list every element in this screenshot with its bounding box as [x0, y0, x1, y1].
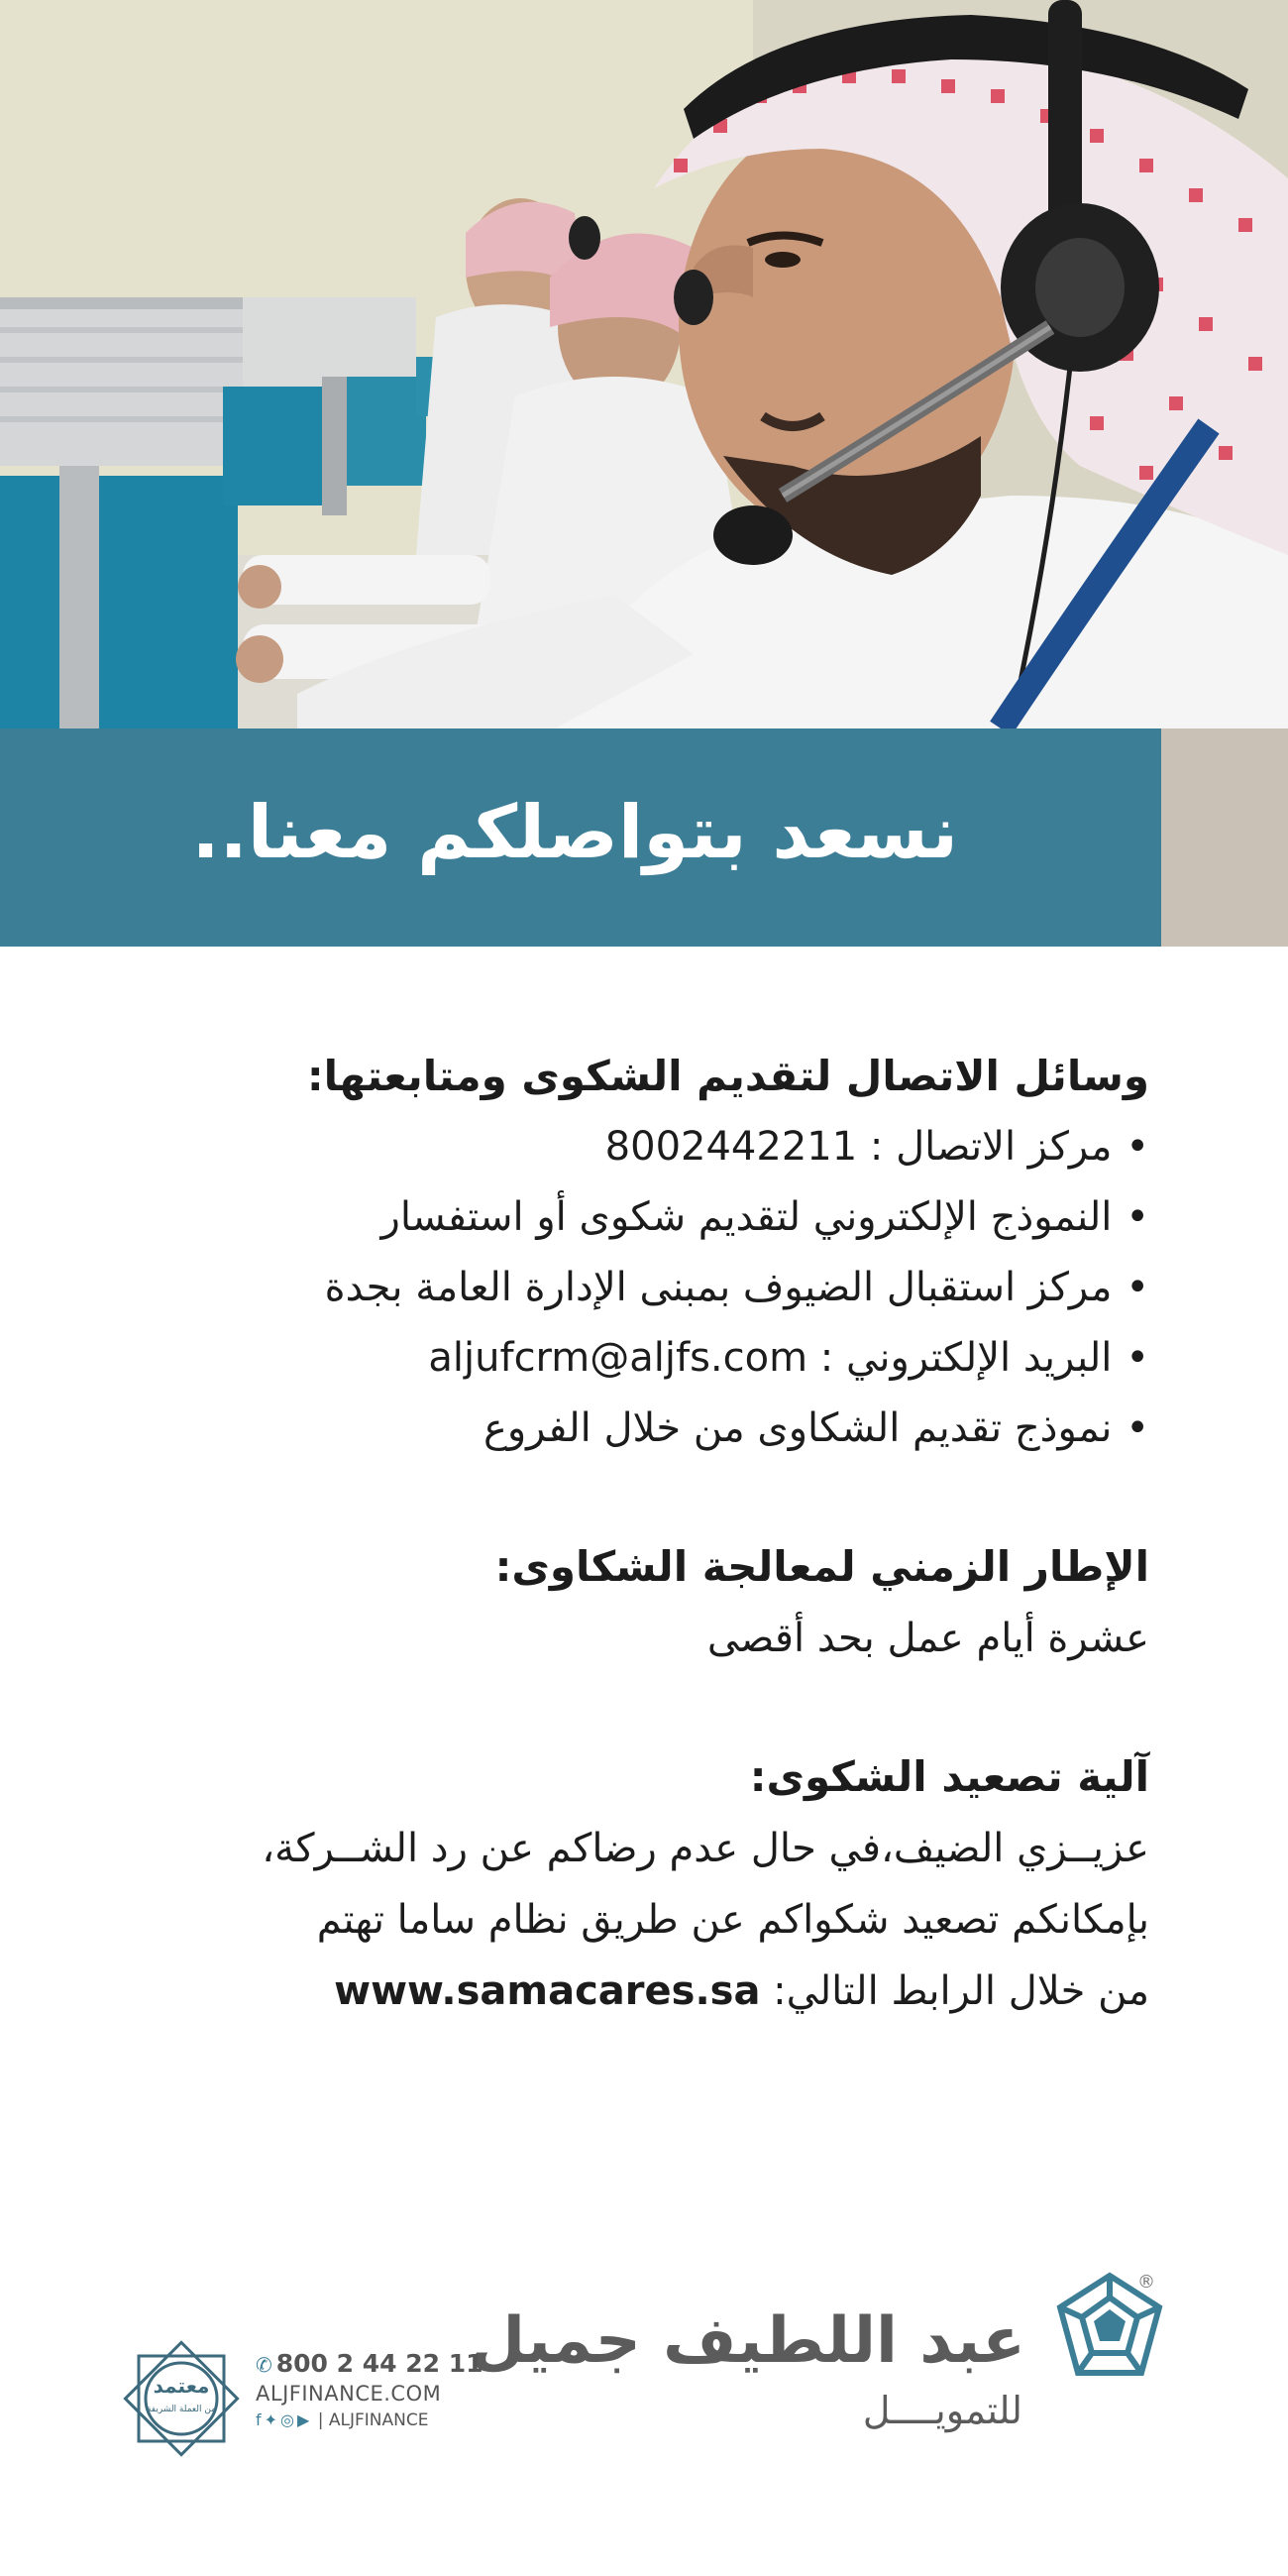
timeframe-section	[99, 1531, 1149, 1674]
bullet: •	[1126, 1265, 1149, 1310]
footer-social	[256, 2410, 483, 2430]
contact-item-label: مركز استقبال الضيوف بمبنى الإدارة العامة بجدة	[324, 1265, 1113, 1310]
bullet: •	[1126, 1405, 1149, 1451]
escalation-heading: آلية تصعيد الشكوى:	[749, 1752, 1149, 1801]
banner-side-block	[1161, 728, 1288, 947]
instagram-icon[interactable]: ◎	[280, 2410, 295, 2429]
facebook-icon[interactable]: f	[256, 2410, 262, 2429]
hero-photo	[0, 0, 1288, 728]
brand-subtitle: للتمويــــل	[862, 2389, 1022, 2432]
banner-title: نسعد بتواصلكم معنا..	[191, 790, 958, 875]
footer-phone-number: 800 2 44 22 11	[275, 2349, 483, 2378]
samacares-link[interactable]: www.samacares.sa	[334, 1968, 761, 2014]
twitter-icon[interactable]: ✦	[264, 2410, 278, 2429]
escalation-line-1: عزيــزي الضيف،في حال عدم رضاكم عن رد الشــركة،	[262, 1826, 1149, 1871]
contact-section	[99, 1041, 1149, 1464]
escalation-link-prefix: من خلال الرابط التالي:	[773, 1968, 1149, 2014]
footer-contact	[256, 2349, 483, 2430]
phone-icon: ✆	[256, 2353, 272, 2377]
contact-item-guest-center	[99, 1253, 1149, 1323]
bullet: •	[1126, 1194, 1149, 1240]
escalation-line-3	[99, 1956, 1149, 2027]
contact-item-label: نموذج تقديم الشكاوى من خلال الفروع	[483, 1405, 1113, 1451]
contact-item-branch-form	[99, 1394, 1149, 1464]
title-banner	[0, 728, 1161, 947]
contact-item-label: مركز الاتصال :	[869, 1124, 1113, 1170]
youtube-icon[interactable]: ▶	[297, 2410, 310, 2429]
social-handle: | ALJFINANCE	[317, 2410, 429, 2430]
email-link[interactable]: aljufcrm@aljfs.com	[428, 1335, 808, 1381]
badge-title: معتمد	[153, 2374, 210, 2398]
timeframe-text: عشرة أيام عمل بحد أقصى	[706, 1616, 1149, 1661]
escalation-line-2: بإمكانكم تصعيد شكواكم عن طريق نظام ساما تهتم	[316, 1897, 1149, 1943]
certified-badge-icon	[117, 2334, 246, 2463]
escalation-section	[99, 1741, 1149, 2027]
footer-phone[interactable]	[256, 2349, 483, 2378]
brand-name: عبد اللطيف جميل	[470, 2304, 1025, 2378]
contact-heading: وسائل الاتصال لتقديم الشكوى ومتابعتها:	[306, 1052, 1149, 1100]
badge-subtitle: من العملة الشريفة	[146, 2405, 217, 2414]
contact-item-email	[99, 1323, 1149, 1394]
bullet: •	[1126, 1335, 1149, 1381]
contact-item-label: البريد الإلكتروني :	[819, 1335, 1113, 1381]
contact-list	[99, 1112, 1149, 1464]
footer-website[interactable]: ALJFINANCE.COM	[256, 2382, 442, 2406]
bullet: •	[1126, 1124, 1149, 1170]
call-center-number[interactable]: 8002442211	[604, 1124, 858, 1170]
contact-item-call-center	[99, 1112, 1149, 1182]
contact-item-label: النموذج الإلكتروني لتقديم شكوى أو استفسار	[380, 1194, 1113, 1240]
registered-mark: ®	[1137, 2272, 1155, 2293]
main-content	[99, 1041, 1149, 2094]
timeframe-heading: الإطار الزمني لمعالجة الشكاوى:	[494, 1542, 1149, 1591]
contact-item-online-form[interactable]	[99, 1182, 1149, 1253]
